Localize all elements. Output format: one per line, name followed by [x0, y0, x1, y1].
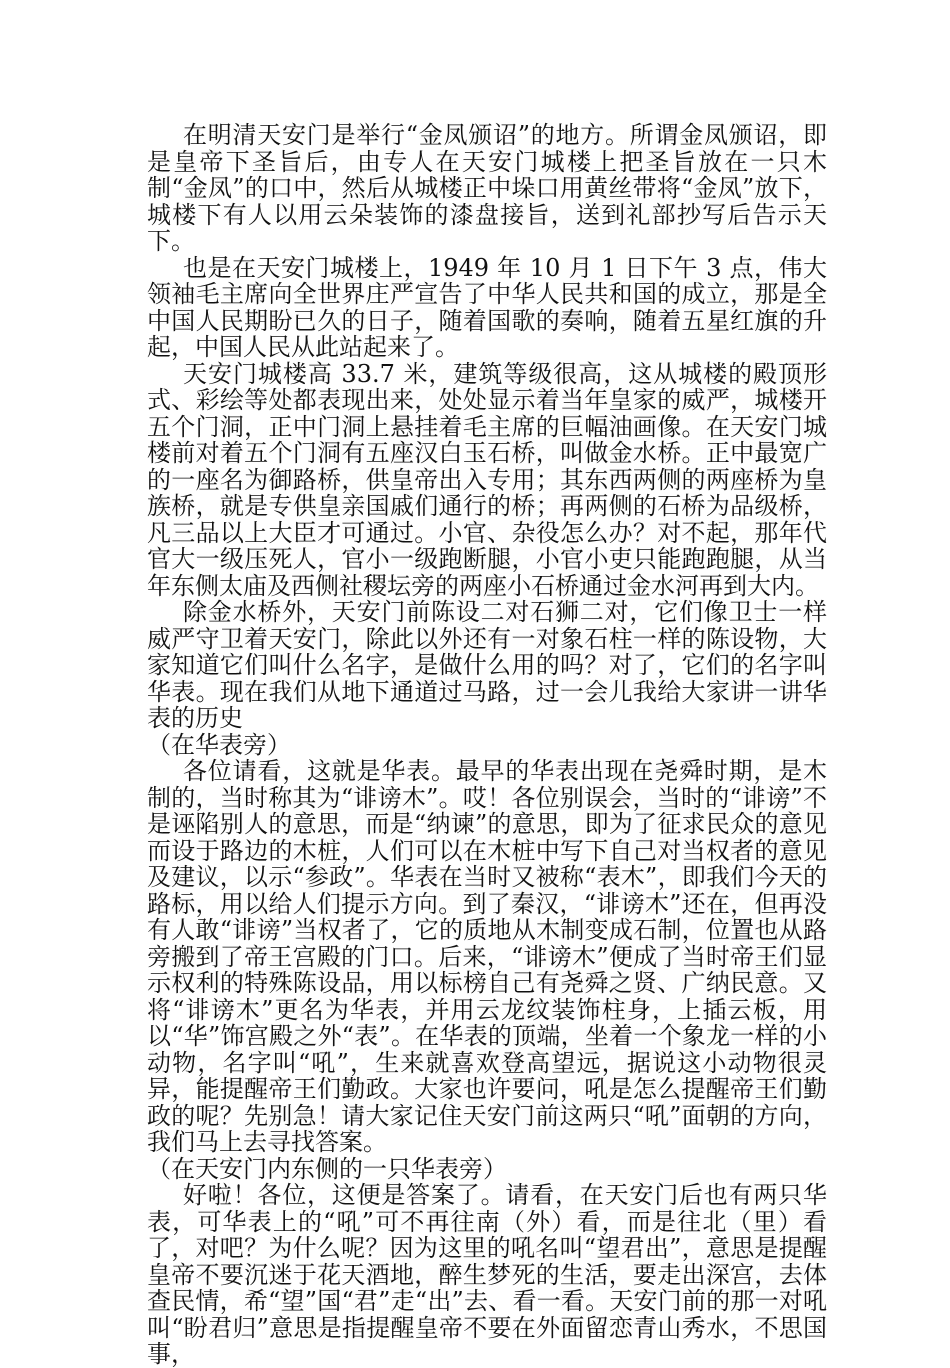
- paragraph-stone-lions-huabiao: 除金水桥外，天安门前陈设二对石狮二对，它们像卫士一样威严守卫着天安门，除此以外还有一对象石柱一样的陈设物，大家知道它们叫什么名字，是做什么用的吗？对了，它们的名字叫华表。现在我们从地下通道过马路，过一会儿我给大家讲一讲华表的历史: [147, 598, 827, 732]
- paragraph-huabiao-history: 各位请看，这就是华表。最早的华表出现在尧舜时期，是木制的，当时称其为“诽谤木”。哎！各位别误会，当时的“诽谤”不是诬陷别人的意思，而是“纳谏”的意思，即为了征求民众的意见而设于路边的木桩，人们可以在木桩中写下自己对当权者的意见及建议，以示“参政”。华表在当时又被称“表木”，即我们今天的路标，用以给人们提示方向。到了秦汉，“诽谤木”还在，但再没有人敢“诽谤”当权者了，它的质地从木制变成石制，位置也从路旁搬到了帝王宫殿的门口。后来，“诽谤木”便成了当时帝王们显示权利的特殊陈设品，用以标榜自己有尧舜之贤、广纳民意。又将“诽谤木”更名为华表，并用云龙纹装饰柱身，上插云板，用以“华”饰宫殿之外“表”。在华表的顶端，坐着一个象龙一样的小动物，名字叫“吼”，生来就喜欢登高望远，据说这小动物很灵异，能提醒帝王们勤政。大家也许要问，吼是怎么提醒帝王们勤政的呢？先别急！请大家记住天安门前这两只“吼”面朝的方向，我们马上去寻找答案。: [147, 757, 827, 1156]
- paragraph-golden-phoenix-edict: 在明清天安门是举行“金凤颁诏”的地方。所谓金凤颁诏，即是皇帝下圣旨后，由专人在天安门城楼上把圣旨放在一只木制“金凤”的口中，然后从城楼正中垛口用黄丝带将“金凤”放下，城楼下有人以用云朵装饰的漆盘接旨，送到礼部抄写后告示天下。: [147, 121, 827, 255]
- paragraph-tiananmen-gate-tower: 天安门城楼高 33.7 米，建筑等级很高，这从城楼的殿顶形式、彩绘等处都表现出来，处处显示着当年皇家的威严，城楼开五个门洞，正中门洞上悬挂着毛主席的巨幅油画像。在天安门城楼前对着五个门洞有五座汉白玉石桥，叫做金水桥。正中最宽广的一座名为御路桥，供皇帝出入专用；其东西两侧的两座桥为皇族桥，就是专供皇亲国戚们通行的桥；再两侧的石桥为品级桥，凡三品以上大臣才可通过。小官、杂役怎么办？对不起，那年代官大一级压死人，官小一级跑断腿，小官小吏只能跑跑腿，从当年东侧太庙及西侧社稷坛旁的两座小石桥通过金水河再到大内。: [147, 359, 827, 600]
- document-body: [147, 122, 827, 1368]
- paragraph-hou-answer: 好啦！各位，这便是答案了。请看，在天安门后也有两只华表，可华表上的“吼”可不再往南（外）看，而是往北（里）看了，对吧？为什么呢？因为这里的吼名叫“望君出”，意思是提醒皇帝不要沉迷于花天酒地，醉生梦死的生活，要走出深宫，去体查民情，希“望”国“君”走“出”去、看一看。天安门前的那一对吼叫“盼君归”意思是指提醒皇帝不要在外面留恋青山秀水，不思国事，: [147, 1181, 827, 1368]
- location-note-east-huabiao: （在天安门内东侧的一只华表旁）: [147, 1154, 507, 1183]
- paragraph-founding-ceremony: 也是在天安门城楼上，1949 年 10 月 1 日下午 3 点，伟大领袖毛主席向全世界庄严宣告了中华人民共和国的成立，那是全中国人民期盼已久的日子，随着国歌的奏响，随着五星红旗的升起，中国人民从此站起来了。: [147, 253, 827, 361]
- location-note-beside-huabiao: （在华表旁）: [147, 730, 291, 759]
